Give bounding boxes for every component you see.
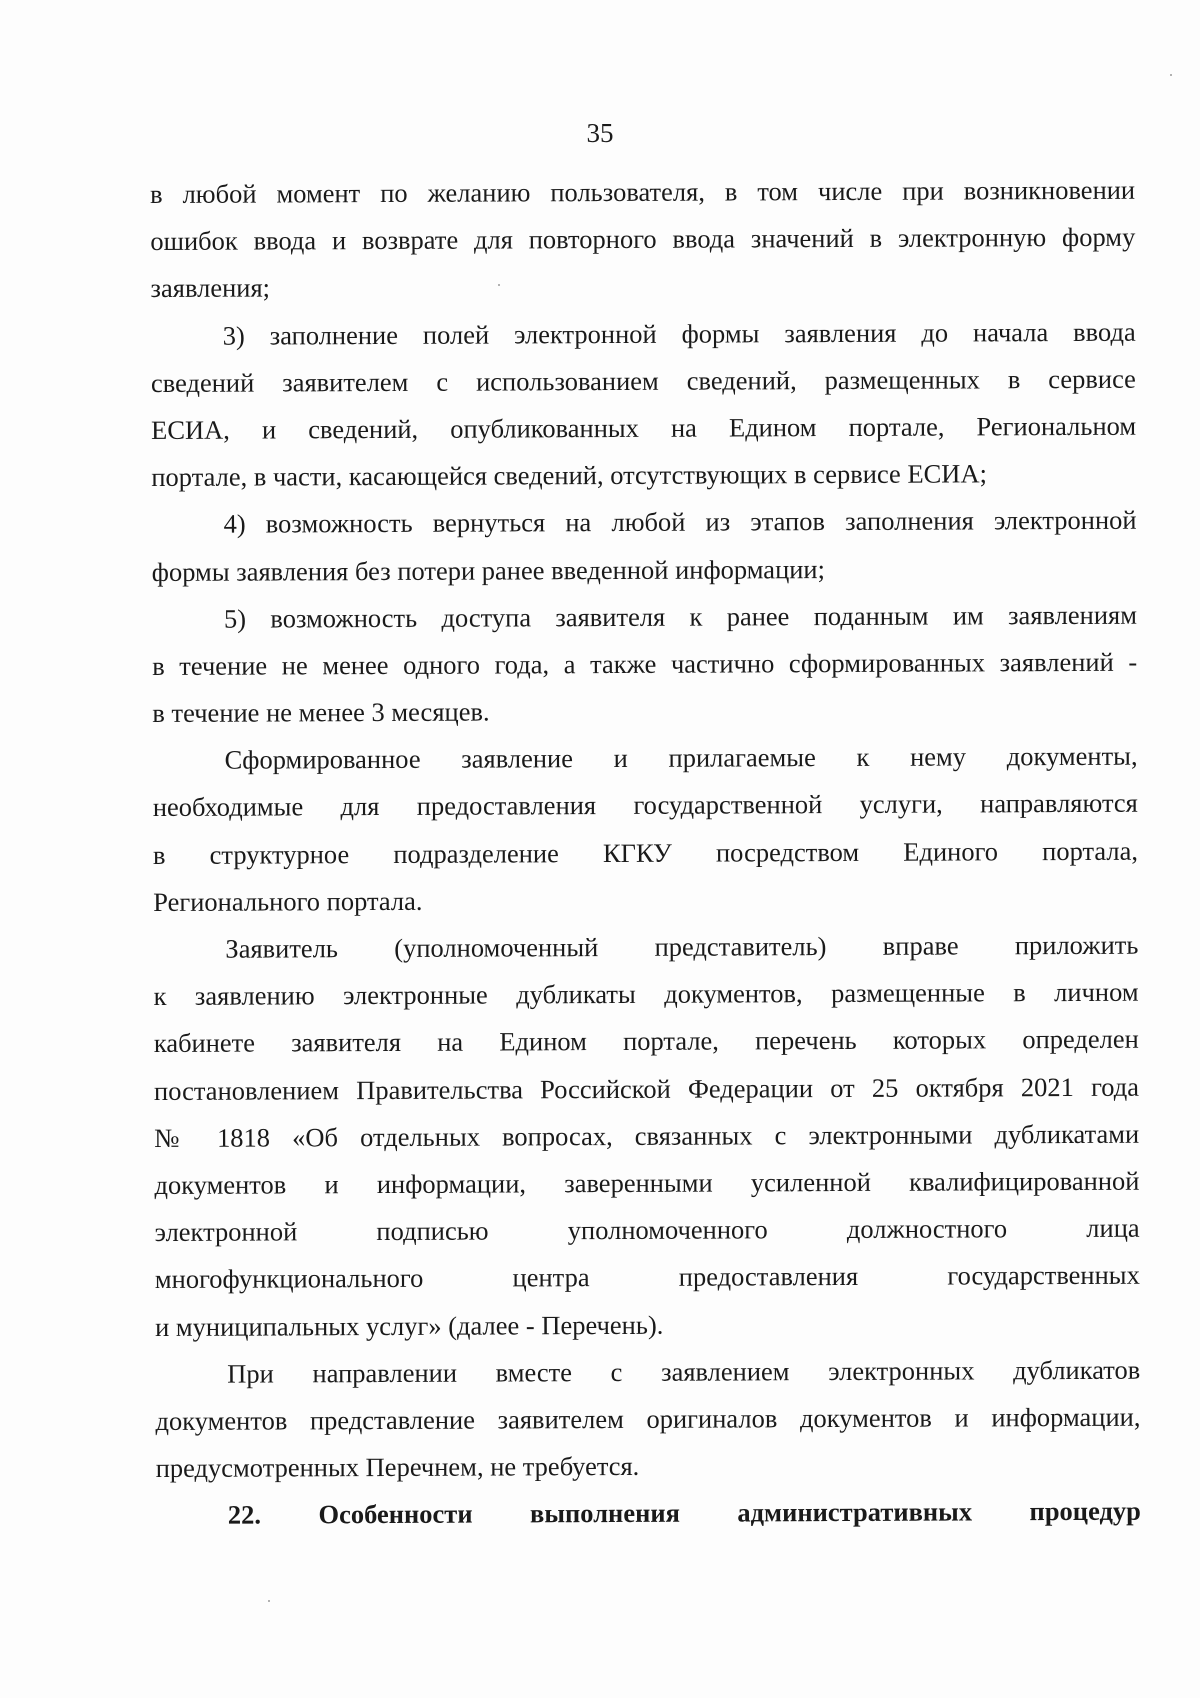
text-line: формы заявления без потери ранее введенной информации; <box>151 553 826 587</box>
text-line: в течение не менее одного года, а также частично сформированных заявлений - <box>152 646 1138 681</box>
text-line: в течение не менее 3 месяцев. <box>152 696 490 729</box>
text-line: в структурное подразделение КГКУ посредством Единого портала, <box>152 835 1139 870</box>
text-line: документов и информации, заверенными усиленной квалифицированной <box>154 1165 1140 1200</box>
text-line: ЕСИА, и сведений, опубликованных на Едином портале, Региональном <box>151 410 1137 445</box>
text-line: документов представление заявителем оригиналов документов и информации, <box>155 1401 1141 1436</box>
document-body <box>150 167 1141 1540</box>
text-line: кабинете заявителя на Едином портале, перечень которых определен <box>153 1024 1139 1059</box>
section-heading: 22. Особенности выполнения административных процедур <box>227 1495 1141 1530</box>
text-line: сведений заявителем с использованием сведений, размещенных в сервисе <box>150 363 1136 398</box>
scan-speck <box>268 1600 270 1602</box>
text-line: 4) возможность вернуться на любой из этапов заполнения электронной <box>223 505 1137 539</box>
text-line: многофункционального центра предоставления государственных <box>154 1260 1140 1295</box>
text-line: Сформированное заявление и прилагаемые к нему документы, <box>224 740 1138 775</box>
text-line: портале, в части, касающейся сведений, отсутствующих в сервисе ЕСИА; <box>151 458 987 493</box>
text-line: предусмотренных Перечнем, не требуется. <box>155 1450 640 1484</box>
text-line: постановлением Правительства Российской Федерации от 25 октября 2021 года <box>153 1071 1140 1106</box>
scan-speck <box>498 284 500 286</box>
text-line: Заявитель (уполномоченный представитель) вправе приложить <box>225 929 1139 964</box>
text-line: Регионального портала. <box>153 885 423 917</box>
scan-speck <box>1170 74 1172 76</box>
text-line: к заявлению электронные дубликаты документов, размещенные в личном <box>153 976 1139 1012</box>
text-line: электронной подписью уполномоченного должностного лица <box>154 1212 1140 1248</box>
text-line: При направлении вместе с заявлением электронных дубликатов <box>227 1354 1141 1389</box>
page-number: 35 <box>586 118 614 148</box>
text-line: необходимые для предоставления государственной услуги, направляются <box>152 788 1138 823</box>
text-line: в любой момент по желанию пользователя, в том числе при возникновении <box>150 174 1136 209</box>
text-line: 5) возможность доступа заявителя к ранее поданным им заявлениям <box>223 599 1138 634</box>
text-line: № 1818 «Об отдельных вопросах, связанных с электронными дубликатами <box>154 1118 1140 1153</box>
text-line: заявления; <box>150 272 271 304</box>
text-line: 3) заполнение полей электронной формы заявления до начала ввода <box>222 316 1136 351</box>
text-line: и муниципальных услуг» (далее - Перечень). <box>154 1309 664 1342</box>
text-line: ошибок ввода и возврате для повторного ввода значений в электронную форму <box>150 221 1136 257</box>
